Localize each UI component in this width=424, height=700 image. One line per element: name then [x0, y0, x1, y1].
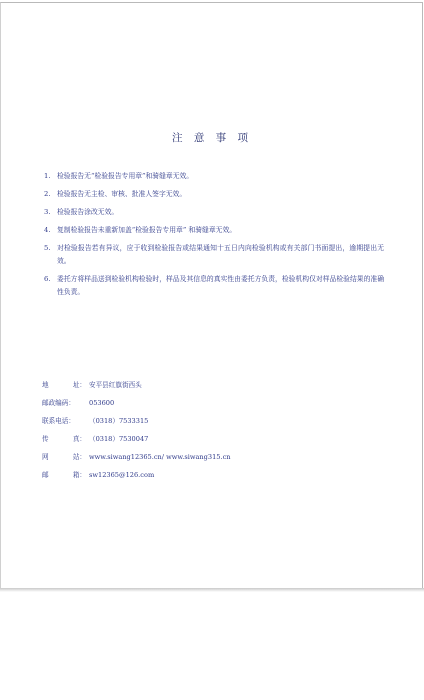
- phone-value: （0318）7533315: [89, 417, 149, 425]
- note-text: 检验报告无“检验报告专用章”和骑缝章无效。: [57, 172, 194, 180]
- page-shadow: [0, 588, 424, 592]
- phone-row: [42, 416, 382, 426]
- note-number: 3.: [44, 208, 51, 216]
- note-text: 委托方将样品送到检验机构检验时，样品及其信息的真实性由委托方负责，检验机构仅对样品检验结果的准确性负责。: [57, 275, 384, 296]
- address-label-a: 地: [42, 381, 49, 389]
- note-number: 2.: [44, 190, 51, 198]
- page-title: 注 意 事 项: [171, 132, 252, 144]
- note-text: 对检验报告若有异议，应于收到检验报告或结果通知十五日内向检验机构或有关部门书面提出，逾期提出无效。: [57, 244, 384, 265]
- postcode-label-a: 邮政编码：: [42, 399, 75, 407]
- phone-label: [42, 416, 86, 426]
- fax-label-b: 真：: [72, 435, 86, 443]
- postcode-value: 053600: [89, 399, 115, 407]
- note-text: 检验报告涂改无效。: [57, 208, 119, 216]
- note-number: 6.: [44, 275, 51, 283]
- notes-list: [44, 170, 384, 304]
- note-item: [44, 170, 384, 183]
- website-label-b: 站：: [72, 453, 86, 461]
- website-value: www.siwang12365.cn/ www.siwang315.cn: [89, 453, 231, 461]
- note-text: 检验报告无主检、审核、批准人签字无效。: [57, 190, 187, 198]
- postcode-label: [42, 398, 86, 408]
- address-label: [42, 380, 86, 390]
- address-row: [42, 380, 382, 390]
- note-item: [44, 188, 384, 201]
- address-label-b: 址：: [72, 381, 86, 389]
- note-item: [44, 273, 384, 299]
- email-label-a: 邮: [42, 471, 49, 479]
- note-item: [44, 224, 384, 237]
- fax-label-a: 传: [42, 435, 49, 443]
- note-number: 1.: [44, 172, 51, 180]
- email-label-b: 箱：: [72, 471, 86, 479]
- email-label: [42, 470, 86, 480]
- note-number: 5.: [44, 244, 51, 252]
- note-text: 复制检验报告未重新加盖“检验报告专用章” 和骑缝章无效。: [57, 226, 237, 234]
- fax-row: [42, 434, 382, 444]
- address-value: 安平县红旗街西头: [89, 381, 142, 389]
- fax-value: （0318）7530047: [89, 435, 149, 443]
- note-number: 4.: [44, 226, 51, 234]
- note-item: [44, 206, 384, 219]
- postcode-row: [42, 398, 382, 408]
- website-label: [42, 452, 86, 462]
- email-value: sw12365@126.com: [89, 471, 155, 479]
- website-label-a: 网: [42, 453, 49, 461]
- email-row: [42, 470, 382, 480]
- note-item: [44, 242, 384, 268]
- fax-label: [42, 434, 86, 444]
- website-row: [42, 452, 382, 462]
- contact-info: [42, 380, 382, 488]
- phone-label-a: 联系电话：: [42, 417, 75, 425]
